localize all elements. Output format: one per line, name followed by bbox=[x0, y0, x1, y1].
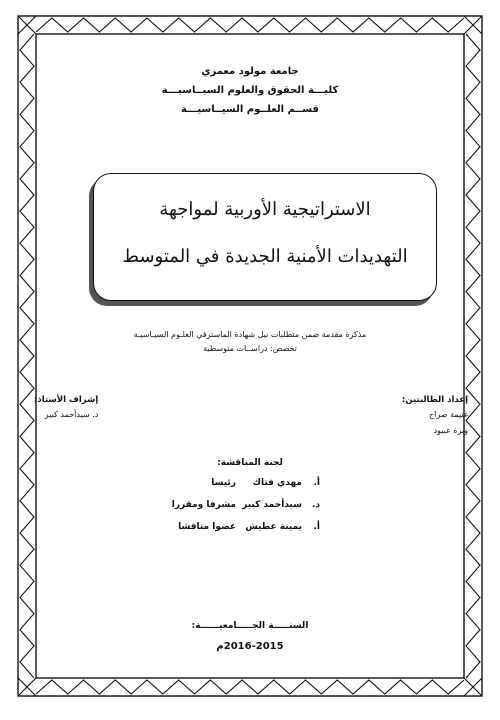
prepared-by-block bbox=[402, 393, 468, 439]
member-title: أ. bbox=[313, 478, 320, 488]
committee-row bbox=[0, 500, 500, 522]
faculty-name: كليـــة الحقوق والعلوم السيــاسيـــة bbox=[161, 85, 339, 96]
student-name: غنيمة صراح bbox=[428, 410, 468, 419]
supervision-block bbox=[34, 393, 98, 423]
committee-row bbox=[0, 522, 500, 544]
member-title: أ. bbox=[313, 522, 320, 532]
thesis-title-box bbox=[93, 173, 437, 301]
department-name: قســم العلــوم السيــاسيـــة bbox=[181, 104, 319, 115]
member-name: يمينة عطيش bbox=[245, 522, 302, 532]
committee-list bbox=[0, 478, 500, 544]
prepared-by-heading: إعداد الطالبتين: bbox=[401, 395, 468, 405]
member-title: د. bbox=[311, 500, 320, 510]
member-role: عضوا مناقشا bbox=[178, 522, 236, 532]
specialization: تخصص: دراســات متوسطية bbox=[203, 344, 297, 353]
degree-requirement: مذكرة مقدمة ضمن متطلبات نيل شهادة الماسترفي العلـوم السيـاسيـة bbox=[133, 330, 367, 339]
member-role: رئيسا bbox=[211, 478, 236, 488]
committee-row bbox=[0, 478, 500, 500]
student-name: وبزة عبيود bbox=[433, 426, 468, 435]
supervision-heading: إشراف الأستاذ: bbox=[34, 395, 99, 405]
thesis-title-line-1: الاستراتيجية الأوربية لمواجهة bbox=[159, 199, 371, 220]
thesis-title-line-2: التهديدات الأمنية الجديدة في المتوسط bbox=[122, 246, 408, 267]
academic-year-value: 2016-2015م bbox=[216, 641, 284, 652]
supervisor-name: د. سيدأحمد كبير bbox=[44, 410, 99, 419]
university-header bbox=[0, 62, 500, 119]
member-name: مهدي فتاك bbox=[252, 478, 302, 488]
member-name: سيدأحمد كبير bbox=[242, 500, 302, 510]
memo-description bbox=[0, 328, 500, 356]
member-role: مشرفا ومقررا bbox=[171, 500, 236, 510]
university-name: جامعة مولود معمري bbox=[201, 66, 299, 77]
committee-heading: لجنة المناقشة: bbox=[217, 458, 283, 468]
academic-year-label: السنـــــة الجـــــامعيــــــة: bbox=[191, 621, 309, 631]
